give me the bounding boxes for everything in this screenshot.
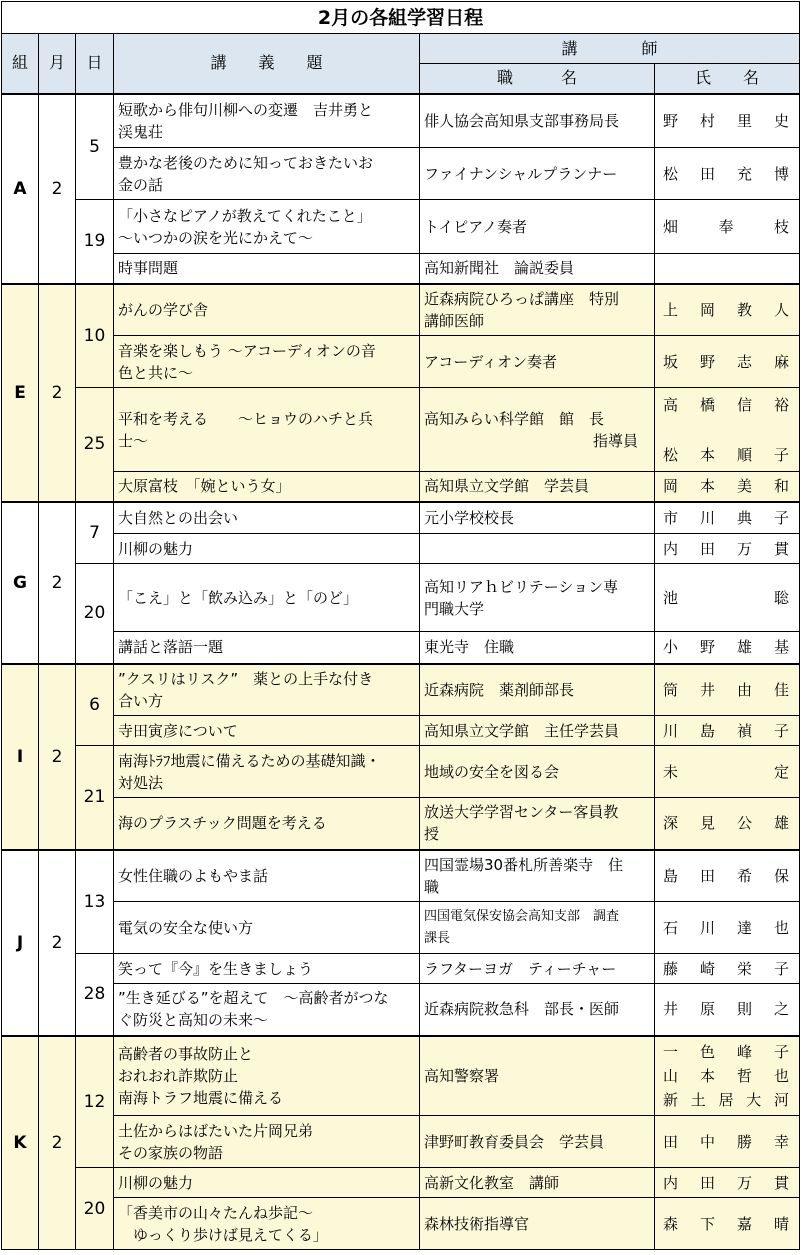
name-char: 麻 [773, 352, 791, 371]
table-row [2, 148, 800, 200]
name-char: 田 [699, 1173, 717, 1192]
name-line [663, 1130, 791, 1154]
instructor-position: 四国電気保安協会高知支部 調査 課長 [420, 902, 655, 954]
name-char: 高 [663, 395, 681, 414]
name-line [663, 678, 791, 702]
name-char: 松 [663, 445, 681, 464]
table-row [2, 534, 800, 564]
instructor-position: 高知県立文学館 主任学芸員 [420, 716, 655, 746]
month-cell: 2 [39, 1036, 76, 1250]
lecture-title: 高齢者の事故防止と おれおれ詐欺防止 南海トラフ地震に備える [114, 1036, 420, 1116]
name-line [663, 916, 791, 940]
day-cell: 25 [76, 388, 114, 502]
instructor-position [420, 388, 655, 472]
name-char: 野 [663, 111, 681, 130]
table-row [2, 336, 800, 388]
instructor-name [655, 534, 800, 564]
name-char: 野 [699, 638, 717, 657]
instructor-position: アコーディオン奏者 [420, 336, 655, 388]
instructor-position: 高知県立文学館 学芸員 [420, 472, 655, 502]
name-char: 原 [699, 1000, 717, 1019]
name-char: 聡 [773, 588, 791, 607]
name-char: 池 [663, 588, 681, 607]
instructor-position: 放送大学学習センター客員教 授 [420, 798, 655, 850]
group-label: K [2, 1036, 39, 1250]
day-cell: 12 [76, 1036, 114, 1168]
name-char: 子 [773, 959, 791, 978]
name-char: 川 [699, 918, 717, 937]
lecture-title: 笑って『今』を生きましょう [114, 954, 420, 984]
name-char: 奉 [718, 217, 736, 236]
table-row [2, 1116, 800, 1168]
table-row [2, 954, 800, 984]
instructor-position: ファイナンシャルプランナー [420, 148, 655, 200]
name-line [663, 474, 791, 498]
name-char: 栄 [736, 959, 754, 978]
lecture-title: 短歌から俳句川柳への変遷 吉井勇と 渓鬼荘 [114, 94, 420, 148]
name-char: 筒 [663, 680, 681, 699]
name-char: 峰 [736, 1042, 754, 1061]
name-char: 一 [663, 1042, 681, 1061]
name-char: 岡 [699, 300, 717, 319]
name-char: 中 [699, 1132, 717, 1151]
name-char: 本 [699, 445, 717, 464]
table-row [2, 1168, 800, 1198]
name-char: 美 [736, 477, 754, 496]
name-char: 未 [663, 762, 681, 781]
table-row [2, 472, 800, 502]
instructor-position: 近森病院 薬剤師部長 [420, 664, 655, 716]
name-char: 上 [663, 300, 681, 319]
day-cell: 5 [76, 94, 114, 200]
name-char: 也 [773, 1066, 791, 1085]
name-char: 川 [699, 508, 717, 527]
name-char: 土 [690, 1090, 708, 1109]
name-line [663, 393, 791, 417]
name-char: 居 [718, 1090, 736, 1109]
name-char: 坂 [663, 352, 681, 371]
day-cell: 6 [76, 664, 114, 746]
name-char: 田 [699, 164, 717, 183]
name-char: 島 [663, 866, 681, 885]
name-char: 橋 [699, 395, 717, 414]
name-line [663, 811, 791, 835]
table-row [2, 664, 800, 716]
lecture-title: 土佐からはばたいた片岡兄弟 その家族の物語 [114, 1116, 420, 1168]
name-line [663, 1212, 791, 1236]
lecture-title: 「こえ」と「飲み込み」と「のど」 [114, 564, 420, 632]
name-line [663, 957, 791, 981]
lecture-title: 川柳の魅力 [114, 1168, 420, 1198]
name-char: 勝 [736, 1132, 754, 1151]
name-char: 内 [663, 539, 681, 558]
name-char: 基 [773, 638, 791, 657]
name-char: 雄 [773, 814, 791, 833]
name-char: 由 [736, 680, 754, 699]
name-line [663, 586, 791, 610]
name-char: 田 [699, 539, 717, 558]
name-line [663, 162, 791, 186]
table-row [2, 1198, 800, 1250]
name-char: 信 [736, 395, 754, 414]
lecture-title: 「小さなピアノが教えてくれたこと」 ～いつかの涙を光にかえて～ [114, 200, 420, 254]
month-cell: 2 [39, 664, 76, 850]
lecture-title: 時事問題 [114, 254, 420, 284]
instructor-name [655, 254, 800, 284]
instructor-name [655, 1198, 800, 1250]
instructor-position: 近森病院ひろっぱ講座 特別 講師医師 [420, 284, 655, 336]
instructor-name [655, 984, 800, 1036]
instructor-name [655, 798, 800, 850]
instructor-name [655, 148, 800, 200]
name-char: 下 [699, 1214, 717, 1233]
name-char: 典 [736, 508, 754, 527]
name-char: 小 [663, 638, 681, 657]
table-row [2, 200, 800, 254]
name-char: 也 [773, 918, 791, 937]
name-char: 万 [736, 539, 754, 558]
name-char: 里 [736, 111, 754, 130]
group-label: G [2, 502, 39, 664]
name-char: 晴 [773, 1214, 791, 1233]
instructor-name [655, 284, 800, 336]
lecture-title: 寺田寅彦について [114, 716, 420, 746]
instructor-position: 四国霊場30番札所善楽寺 住 職 [420, 850, 655, 902]
name-char: 河 [773, 1090, 791, 1109]
instructor-name [655, 94, 800, 148]
group-label: J [2, 850, 39, 1036]
instructor-name [655, 850, 800, 902]
name-char: 史 [773, 111, 791, 130]
instructor-name [655, 746, 800, 798]
lecture-title: 大自然との出会い [114, 502, 420, 534]
name-line [663, 109, 791, 133]
name-line [663, 215, 791, 239]
name-char: 貫 [773, 1173, 791, 1192]
name-line [663, 719, 791, 743]
name-char: 枝 [773, 217, 791, 236]
table-row [2, 984, 800, 1036]
instructor-name [655, 716, 800, 746]
table-row [2, 902, 800, 954]
header-instructor: 講 師 [420, 34, 800, 64]
name-char: 万 [736, 1173, 754, 1192]
name-line [663, 635, 791, 659]
instructor-position: 森林技術指導官 [420, 1198, 655, 1250]
name-line [663, 1064, 791, 1088]
group-label: I [2, 664, 39, 850]
name-char: 深 [663, 814, 681, 833]
month-cell: 2 [39, 502, 76, 664]
name-char: 裕 [773, 395, 791, 414]
name-char: 和 [773, 477, 791, 496]
instructor-name [655, 388, 800, 472]
name-char: 志 [736, 352, 754, 371]
instructor-position: 近森病院救急科 部長・医師 [420, 984, 655, 1036]
name-char: 嘉 [736, 1214, 754, 1233]
name-char: 崎 [699, 959, 717, 978]
name-char: 幸 [773, 1132, 791, 1151]
instructor-position: 高知リアｈビリテーション専 門職大学 [420, 564, 655, 632]
lecture-title: ”生き延びる”を超えて ～高齢者がつな ぐ防災と高知の未来～ [114, 984, 420, 1036]
lecture-title: 平和を考える ～ヒョウのハチと兵 士～ [114, 388, 420, 472]
name-char: 村 [699, 111, 717, 130]
name-char: 畑 [663, 217, 681, 236]
name-line [663, 298, 791, 322]
name-char: 大 [746, 1090, 764, 1109]
header-position: 職 名 [420, 64, 655, 94]
name-char: 岡 [663, 477, 681, 496]
position-line: 指導員 [592, 431, 638, 450]
name-char: 松 [663, 164, 681, 183]
name-char: 雄 [736, 638, 754, 657]
name-char: 子 [773, 721, 791, 740]
header-name: 氏 名 [655, 64, 800, 94]
name-char: 順 [736, 445, 754, 464]
table-row [2, 798, 800, 850]
header-group: 組 [2, 34, 39, 94]
name-line [663, 506, 791, 530]
lecture-title: 川柳の魅力 [114, 534, 420, 564]
name-char: 子 [773, 445, 791, 464]
name-line [663, 997, 791, 1021]
name-char: 野 [699, 352, 717, 371]
lecture-title: 大原富枝 「婉という女」 [114, 472, 420, 502]
day-cell: 21 [76, 746, 114, 850]
instructor-position: 高新文化教室 講師 [420, 1168, 655, 1198]
name-line [663, 760, 791, 784]
day-cell: 7 [76, 502, 114, 564]
day-cell: 28 [76, 954, 114, 1036]
header-month: 月 [39, 34, 76, 94]
day-cell: 13 [76, 850, 114, 954]
instructor-position: 津野町教育委員会 学芸員 [420, 1116, 655, 1168]
name-char: 定 [773, 762, 791, 781]
lecture-title: 海のプラスチック問題を考える [114, 798, 420, 850]
name-char: 井 [699, 680, 717, 699]
lecture-title: 音楽を楽しもう ～アコーディオンの音 色と共に～ [114, 336, 420, 388]
instructor-name [655, 954, 800, 984]
name-char: 山 [663, 1066, 681, 1085]
table-row [2, 632, 800, 664]
name-char: 藤 [663, 959, 681, 978]
header-day: 日 [76, 34, 114, 94]
name-line [663, 864, 791, 888]
instructor-name [655, 472, 800, 502]
name-char: 哲 [736, 1066, 754, 1085]
lecture-title: 電気の安全な使い方 [114, 902, 420, 954]
instructor-name [655, 502, 800, 534]
name-char: 則 [736, 1000, 754, 1019]
table-row [2, 502, 800, 534]
name-char: 保 [773, 866, 791, 885]
lecture-title: ”クスリはリスク” 薬との上手な付き 合い方 [114, 664, 420, 716]
name-char: 博 [773, 164, 791, 183]
instructor-position: ラフターヨガ ティーチャー [420, 954, 655, 984]
month-cell: 2 [39, 94, 76, 284]
day-cell: 20 [76, 1168, 114, 1250]
month-cell: 2 [39, 284, 76, 502]
name-char: 佳 [773, 680, 791, 699]
position-line: 高知みらい科学館 館 長 [424, 409, 605, 428]
name-char: 公 [736, 814, 754, 833]
day-cell: 20 [76, 564, 114, 664]
name-char: 本 [699, 477, 717, 496]
name-char: 石 [663, 918, 681, 937]
name-char: 田 [663, 1132, 681, 1151]
name-char: 之 [773, 1000, 791, 1019]
group-label: E [2, 284, 39, 502]
page-title: 2月の各組学習日程 [2, 2, 800, 34]
name-char: 本 [699, 1066, 717, 1085]
name-char: 井 [663, 1000, 681, 1019]
lecture-title: がんの学び舎 [114, 284, 420, 336]
instructor-position: 高知警察署 [420, 1036, 655, 1116]
table-row [2, 1036, 800, 1116]
name-char: 禎 [736, 721, 754, 740]
name-char: 子 [773, 1042, 791, 1061]
name-char: 充 [736, 164, 754, 183]
instructor-position: 元小学校校長 [420, 502, 655, 534]
instructor-position: トイピアノ奏者 [420, 200, 655, 254]
lecture-title: 「香美市の山々たんね歩記～ ゆっくり歩けば見えてくる」 [114, 1198, 420, 1250]
table-row [2, 564, 800, 632]
table-row [2, 254, 800, 284]
instructor-position: 高知新聞社 論説委員 [420, 254, 655, 284]
instructor-name [655, 1168, 800, 1198]
instructor-position [420, 534, 655, 564]
schedule-table [1, 1, 800, 1250]
name-char: 川 [663, 721, 681, 740]
name-char: 達 [736, 918, 754, 937]
name-char: 貫 [773, 539, 791, 558]
name-char: 教 [736, 300, 754, 319]
instructor-position: 俳人協会高知県支部事務局長 [420, 94, 655, 148]
instructor-name [655, 200, 800, 254]
instructor-name [655, 632, 800, 664]
instructor-name [655, 902, 800, 954]
name-char: 田 [699, 866, 717, 885]
name-char: 森 [663, 1214, 681, 1233]
name-line [663, 537, 791, 561]
name-line [663, 443, 791, 467]
table-row [2, 850, 800, 902]
day-cell: 10 [76, 284, 114, 388]
instructor-name [655, 1036, 800, 1116]
name-char: 見 [699, 814, 717, 833]
name-line [663, 1040, 791, 1064]
table-row [2, 94, 800, 148]
table-row [2, 284, 800, 336]
table-row [2, 716, 800, 746]
lecture-title: 女性住職のよもやま話 [114, 850, 420, 902]
name-char: 子 [773, 508, 791, 527]
name-char: 内 [663, 1173, 681, 1192]
lecture-title: 南海ﾄﾗﾌ地震に備えるための基礎知識・ 対処法 [114, 746, 420, 798]
name-char: 色 [699, 1042, 717, 1061]
instructor-position: 地域の安全を図る会 [420, 746, 655, 798]
instructor-name [655, 1116, 800, 1168]
day-cell: 19 [76, 200, 114, 284]
group-label: A [2, 94, 39, 284]
instructor-name [655, 564, 800, 632]
name-line [663, 350, 791, 374]
month-cell: 2 [39, 850, 76, 1036]
name-char: 新 [663, 1090, 681, 1109]
instructor-name [655, 664, 800, 716]
name-line [663, 1171, 791, 1195]
instructor-name [655, 336, 800, 388]
table-row [2, 388, 800, 472]
lecture-title: 豊かな老後のために知っておきたいお 金の話 [114, 148, 420, 200]
name-char: 希 [736, 866, 754, 885]
table-row [2, 746, 800, 798]
name-char: 人 [773, 300, 791, 319]
name-char: 市 [663, 508, 681, 527]
header-lecture-title: 講 義 題 [114, 34, 420, 94]
name-line [663, 1088, 791, 1112]
lecture-title: 講話と落語一題 [114, 632, 420, 664]
name-char: 島 [699, 721, 717, 740]
instructor-position: 東光寺 住職 [420, 632, 655, 664]
